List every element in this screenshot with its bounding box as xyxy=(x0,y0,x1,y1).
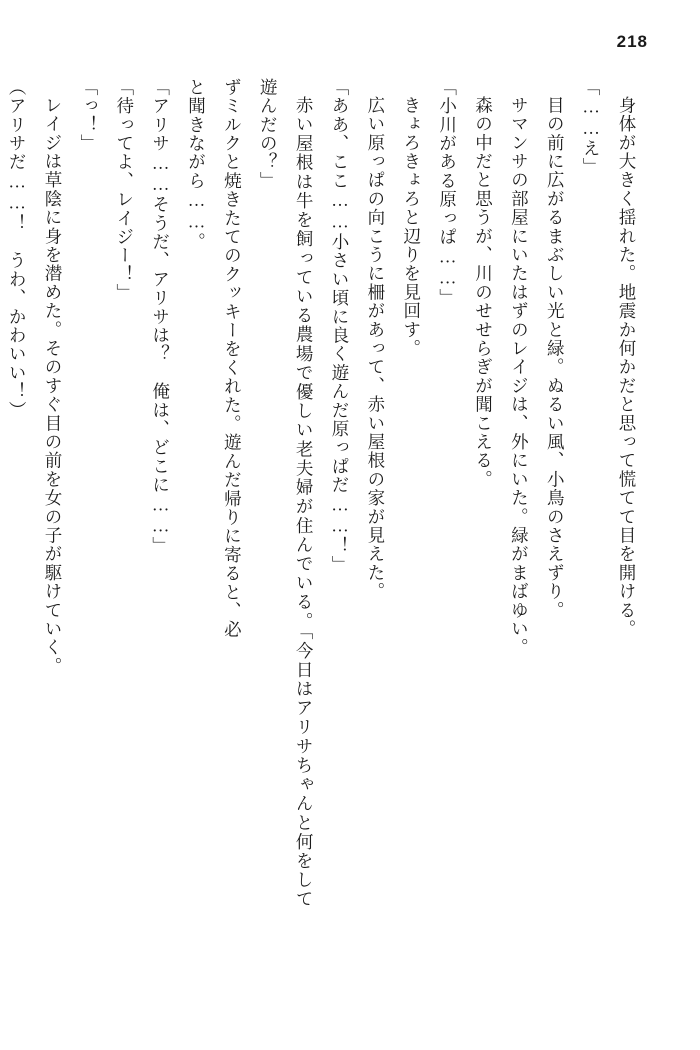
paragraph: 「っ！」 xyxy=(78,78,99,153)
page-number: 218 xyxy=(616,32,648,51)
paragraph: 「ああ、ここ……小さい頃に良く遊んだ原っぱだ……！」 xyxy=(330,78,350,575)
paragraph: 「……え」 xyxy=(581,78,602,177)
paragraph: と聞きながら……。 xyxy=(186,78,207,252)
paragraph: 赤い屋根は牛を飼っている農場で優しい老夫婦が住んでいる。「今日はアリサちゃんと何をして遊んだの？」 xyxy=(258,78,315,908)
paragraph: きょろきょろと辺りを見回す。 xyxy=(401,95,422,358)
paragraph: （アリサだ……！ うわ、かわいい！） xyxy=(7,78,28,420)
paragraph: 「アリサ……そうだ、アリサは？ 俺は、どこに……」 xyxy=(150,78,171,556)
paragraph: 「小川がある原っぱ……」 xyxy=(437,78,458,308)
paragraph: 森の中だと思うが、川のせせらぎが聞こえる。 xyxy=(473,95,494,489)
paragraph: 広い原っぱの向こうに柵があって、赤い屋根の家が見えた。 xyxy=(365,95,386,601)
paragraph: レイジは草陰に身を潜めた。そのすぐ目の前を女の子が駆けていく。 xyxy=(43,95,63,676)
paragraph: 目の前に広がるまぶしい光と緑。ぬるい風、小鳥のさえずり。 xyxy=(545,95,566,620)
body-text-column xyxy=(7,78,644,908)
paragraph: ずミルクと焼きたてのクッキーをくれた。遊んだ帰りに寄ると、必 xyxy=(222,78,243,639)
paragraph: 身体が大きく揺れた。地震か何かだと思って慌てて目を開ける。 xyxy=(617,95,637,638)
paragraph: 「待ってよ、レイジー！」 xyxy=(114,78,135,303)
paragraph: サマンサの部屋にいたはずのレイジは、外にいた。緑がまばゆい。 xyxy=(509,95,530,657)
